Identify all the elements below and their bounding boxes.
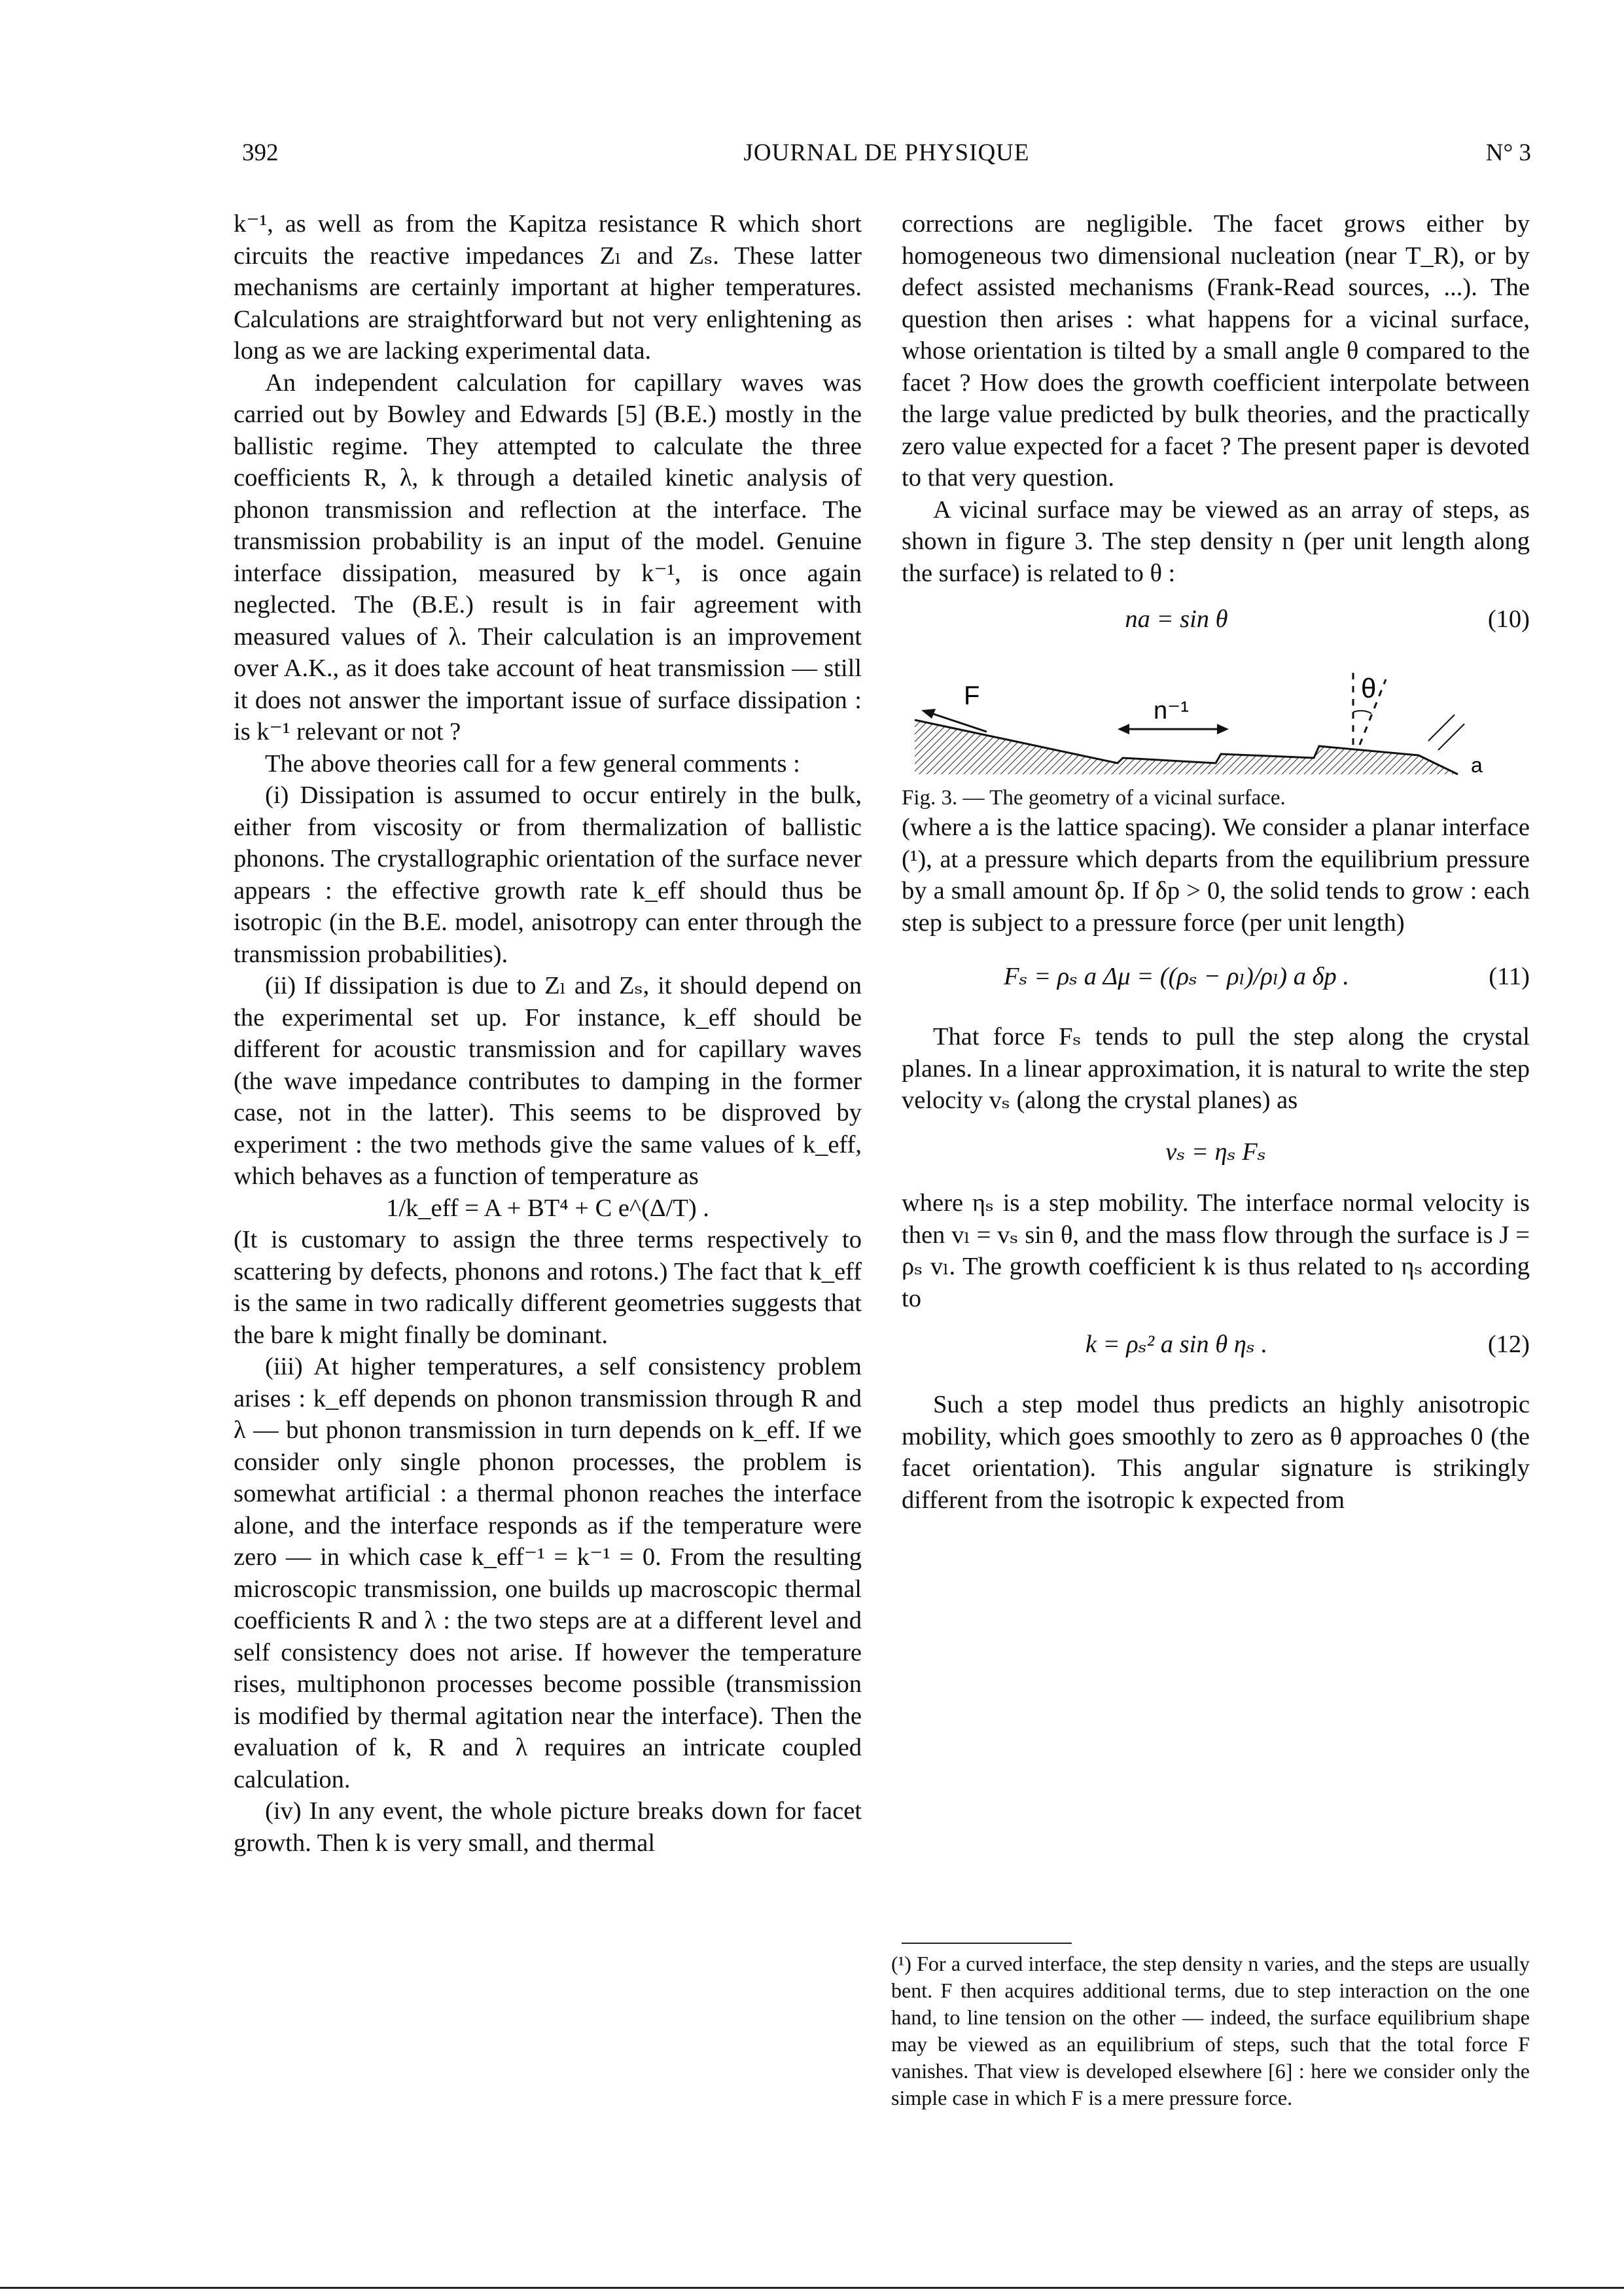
lattice-spacing-label: a	[1471, 753, 1483, 777]
vicinal-surface-diagram	[902, 673, 1530, 778]
force-label: F	[964, 681, 980, 710]
paragraph: (iii) At higher temperatures, a self consistency problem arises : k_eff depends on phonon transmission through R and λ — but phonon transmission in turn depends on k_eff. If we consider only single phonon processes, the problem is somewhat artificial : a thermal phonon reaches the interface alone, and the interface responds as if the temperature were zero — in which case k_eff⁻¹ = k⁻¹ = 0. From the resulting microscopic transmission, one builds up macroscopic thermal coefficients R and λ : the two steps are at a different level and self consistency does not arise. If however the temperature rises, multiphonon processes become possible (transmission is modified by thermal agitation near the interface). Then the evaluation of k, R and λ requires an intricate coupled calculation.	[234, 1353, 862, 1793]
spacing-arrowhead-right	[1217, 724, 1229, 734]
page-bottom-edge	[0, 2287, 1624, 2289]
footnote: (¹) For a curved interface, the step density n varies, and the steps are usually bent. F then acquires additional terms, due to step interaction on the one hand, to line tension on the other — indeed, the surface equilibrium shape may be viewed as an equilibrium of steps, such that the total force F vanishes. That view is developed elsewhere [6] : here we consider only the simple case in which F is a mere pressure force.	[891, 1952, 1530, 2109]
paragraph: (It is customary to assign the three terms respectively to scattering by defects, phonons and rotons.) The fact that k_eff is the same in two radically different geometries suggests that the bare k might finally be dominant.	[234, 1226, 862, 1349]
paragraph: An independent calculation for capillary waves was carried out by Bowley and Edwards [5] (B.E.) mostly in the ballistic regime. They attempted to calculate the three coefficients R, λ, k through a detailed kinetic analysis of phonon transmission and reflection at the interface. The transmission probability is an input of the model. Genuine interface dissipation, measured by k⁻¹, is once again neglected. The (B.E.) result is in fair agreement with measured values of λ. Their calculation is an improvement over A.K., as it does take account of heat transmission — still it does not answer the important issue of surface dissipation : is k⁻¹ relevant or not ?	[234, 368, 862, 745]
equation-keff: 1/k_eff = A + BT⁴ + C e^(Δ/T) .	[386, 1194, 709, 1222]
equation-text: na = sin θ	[1125, 605, 1228, 633]
angle-arc	[1353, 711, 1371, 713]
paragraph: That force Fₛ tends to pull the step along the crystal planes. In a linear approximation, it is natural to write the step velocity vₛ (along the crystal planes) as	[902, 1023, 1530, 1114]
equation-text: Fₛ = ρₛ a Δμ = ((ρₛ − ρₗ)/ρₗ) a δp .	[1003, 963, 1350, 990]
equation-number: (10)	[1487, 605, 1530, 633]
page-number: 392	[242, 139, 279, 166]
paragraph: (ii) If dissipation is due to Zₗ and Zₛ, it should depend on the experimental set up. For instance, k_eff should be different for acoustic transmission and for capillary waves (the wave impedance contributes to damping in the former case, not in the latter). This seems to be disproved by experiment : the two methods give the same values of k_eff, which behaves as a function of temperature as	[234, 972, 862, 1190]
paragraph: corrections are negligible. The facet grows either by homogeneous two dimensional nucleation (near T_R), or by defect assisted mechanisms (Frank-Read sources, ...). The question then arises : what happens for a vicinal surface, whose orientation is tilted by a small angle θ compared to the facet ? How does the growth coefficient interpolate between the large value predicted by bulk theories, and the practically zero value expected for a facet ? The present paper is devoted to that very question.	[902, 210, 1530, 492]
equation-11	[902, 961, 1530, 1007]
crystal-hatched-region	[915, 720, 1458, 774]
equation-number: (12)	[1487, 1331, 1530, 1358]
journal-title: JOURNAL DE PHYSIQUE	[743, 139, 1030, 166]
right-column	[902, 208, 1530, 1516]
figure-vicinal-surface	[902, 673, 1530, 778]
equation-text: k = ρₛ² a sin θ ηₛ .	[1085, 1331, 1268, 1358]
paragraph: A vicinal surface may be viewed as an array of steps, as shown in figure 3. The step density n (per unit length along the surface) is related to θ :	[902, 495, 1530, 587]
left-column	[234, 208, 862, 1859]
page-header	[242, 139, 1531, 178]
paragraph: k⁻¹, as well as from the Kapitza resistance R which short circuits the reactive impedances Zₗ and Zₛ. These latter mechanisms are certainly important at higher temperatures. Calculations are straightforward but not very enlightening as long as we are lacking experimental data.	[234, 210, 862, 365]
paragraph: (iv) In any event, the whole picture breaks down for facet growth. Then k is very small, and thermal	[234, 1797, 862, 1857]
equation-10	[902, 603, 1530, 649]
equation-number: (11)	[1489, 963, 1530, 990]
spacing-arrowhead-left	[1118, 724, 1129, 734]
footnote-separator	[902, 1943, 1072, 1944]
force-arrowhead	[921, 709, 936, 719]
paragraph: (i) Dissipation is assumed to occur entirely in the bulk, either from viscosity or from thermalization of ballistic phonons. The crystallographic orientation of the surface never appears : the effective growth rate k_eff should thus be isotropic (in the B.E. model, anisotropy can enter through the transmission probabilities).	[234, 781, 862, 968]
issue-number: N° 3	[1485, 139, 1531, 166]
equation-12	[902, 1329, 1530, 1374]
step-spacing-label: n⁻¹	[1154, 697, 1189, 725]
theta-label: θ	[1361, 673, 1377, 704]
figure-caption: Fig. 3. — The geometry of a vicinal surface.	[902, 786, 1286, 810]
equation-step-velocity: vₛ = ηₛ Fₛ	[1165, 1138, 1266, 1166]
paragraph: (where a is the lattice spacing). We consider a planar interface (¹), at a pressure which departs from the equilibrium pressure by a small amount δp. If δp > 0, the solid tends to grow : each step is subject to a pressure force (per unit length)	[902, 814, 1530, 937]
paragraph: Such a step model thus predicts an highly anisotropic mobility, which goes smoothly to zero as θ approaches 0 (the facet orientation). This angular signature is strikingly different from the isotropic k expected from	[902, 1391, 1530, 1514]
paragraph: where ηₛ is a step mobility. The interface normal velocity is then vₗ = vₛ sin θ, and the mass flow through the surface is J = ρₛ vₗ. The growth coefficient k is thus related to ηₛ according to	[902, 1189, 1530, 1312]
paragraph: The above theories call for a few general comments :	[265, 749, 800, 778]
